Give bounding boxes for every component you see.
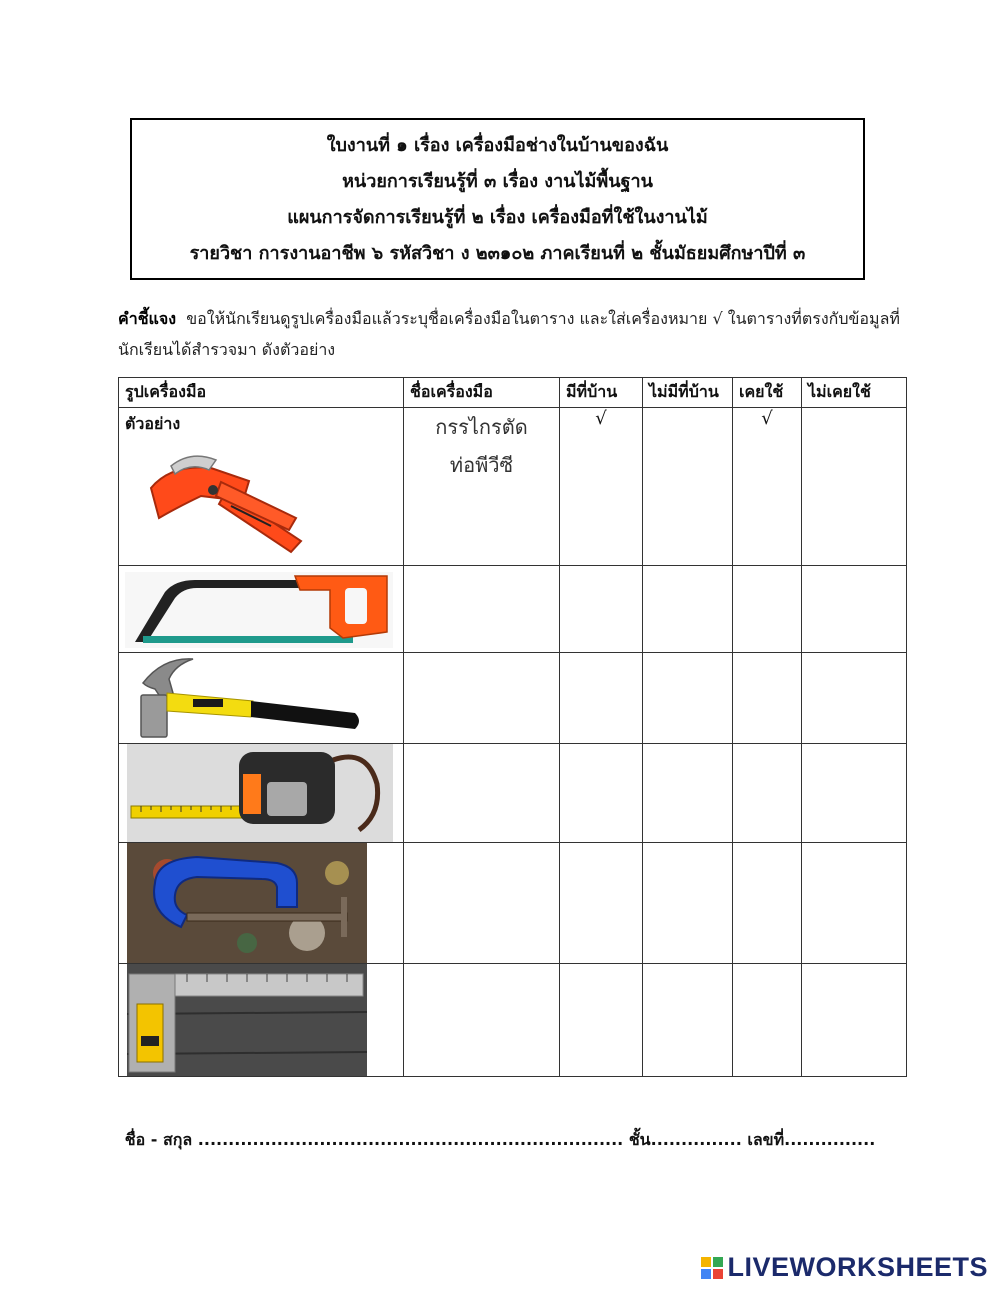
tool-name-cell[interactable] [404, 744, 560, 843]
header-tool-name: ชื่อเครื่องมือ [404, 378, 560, 408]
logo-mark-icon [701, 1257, 723, 1279]
hacksaw-icon [125, 572, 393, 648]
never-used-cell[interactable] [802, 653, 907, 744]
not-at-home-cell[interactable] [643, 744, 733, 843]
course-info: รายวิชา การงานอาชีพ ๖ รหัสวิชา ง ๒๓๑๐๒ ภาคเรียนที่ ๒ ชั้นมัธยมศึกษาปีที่ ๓ [189, 243, 806, 264]
tools-table [118, 377, 907, 1077]
instructions-label: คำชี้แจง [118, 309, 177, 328]
has-at-home-cell[interactable] [560, 566, 643, 653]
used-cell[interactable] [733, 964, 802, 1077]
header-has-at-home: มีที่บ้าน [560, 378, 643, 408]
tool-name-cell[interactable] [404, 566, 560, 653]
example-name-line1: กรรไกรตัด [435, 415, 528, 439]
header-not-at-home: ไม่มีที่บ้าน [643, 378, 733, 408]
tool-picture-cell [119, 653, 404, 744]
example-has-at-home: √ [560, 408, 643, 566]
never-used-cell[interactable] [802, 566, 907, 653]
used-cell[interactable] [733, 744, 802, 843]
tool-picture-cell [119, 744, 404, 843]
example-row [119, 408, 907, 566]
tool-name-cell[interactable] [404, 964, 560, 1077]
tool-name-cell[interactable] [404, 843, 560, 964]
worksheet-title: ใบงานที่ ๑ เรื่อง เครื่องมือช่างในบ้านของฉัน [326, 135, 669, 156]
has-at-home-cell[interactable] [560, 744, 643, 843]
example-never-used [802, 408, 907, 566]
tape-measure-icon [127, 744, 393, 842]
example-picture-cell [119, 408, 404, 566]
tool-picture-cell [119, 566, 404, 653]
table-row [119, 843, 907, 964]
instructions-text: ขอให้นักเรียนดูรูปเครื่องมือแล้วระบุชื่อเครื่องมือในตาราง และใส่เครื่องหมาย √ ในตารางที่ตรงกับข้อมูลที่นักเรียนได้สำรวจมา ดังตัวอย่าง [118, 309, 900, 359]
example-not-at-home [643, 408, 733, 566]
header-tool-picture: รูปเครื่องมือ [119, 378, 404, 408]
pvc-cutter-icon [131, 446, 316, 558]
table-row [119, 964, 907, 1077]
table-row [119, 566, 907, 653]
title-box [130, 118, 865, 280]
never-used-cell[interactable] [802, 744, 907, 843]
not-at-home-cell[interactable] [643, 653, 733, 744]
c-clamp-icon [127, 843, 367, 963]
never-used-cell[interactable] [802, 843, 907, 964]
example-name-cell [404, 408, 560, 566]
tool-picture-cell [119, 964, 404, 1077]
example-name-line2: ท่อพีวีซี [449, 453, 514, 477]
liveworksheets-logo [701, 1252, 988, 1283]
has-at-home-cell[interactable] [560, 653, 643, 744]
header-used: เคยใช้ [733, 378, 802, 408]
plan-title: แผนการจัดการเรียนรู้ที่ ๒ เรื่อง เครื่องมือที่ใช้ในงานไม้ [287, 207, 708, 228]
header-never-used: ไม่เคยใช้ [802, 378, 907, 408]
steel-square-icon [127, 964, 367, 1076]
has-at-home-cell[interactable] [560, 964, 643, 1077]
example-used: √ [733, 408, 802, 566]
used-cell[interactable] [733, 843, 802, 964]
unit-title: หน่วยการเรียนรู้ที่ ๓ เรื่อง งานไม้พื้นฐาน [342, 171, 653, 192]
student-info-line: ชื่อ - สกุล ...................................................................... ชั้น............... เลขที่............... [124, 1130, 876, 1149]
table-header-row [119, 378, 907, 408]
example-label: ตัวอย่าง [125, 414, 181, 433]
table-row [119, 653, 907, 744]
hammer-icon [133, 655, 363, 741]
logo-text: LIVEWORKSHEETS [727, 1252, 988, 1282]
not-at-home-cell[interactable] [643, 964, 733, 1077]
not-at-home-cell[interactable] [643, 843, 733, 964]
tool-name-cell[interactable] [404, 653, 560, 744]
instructions [118, 303, 908, 365]
has-at-home-cell[interactable] [560, 843, 643, 964]
used-cell[interactable] [733, 566, 802, 653]
tool-picture-cell [119, 843, 404, 964]
table-row [119, 744, 907, 843]
not-at-home-cell[interactable] [643, 566, 733, 653]
used-cell[interactable] [733, 653, 802, 744]
never-used-cell[interactable] [802, 964, 907, 1077]
